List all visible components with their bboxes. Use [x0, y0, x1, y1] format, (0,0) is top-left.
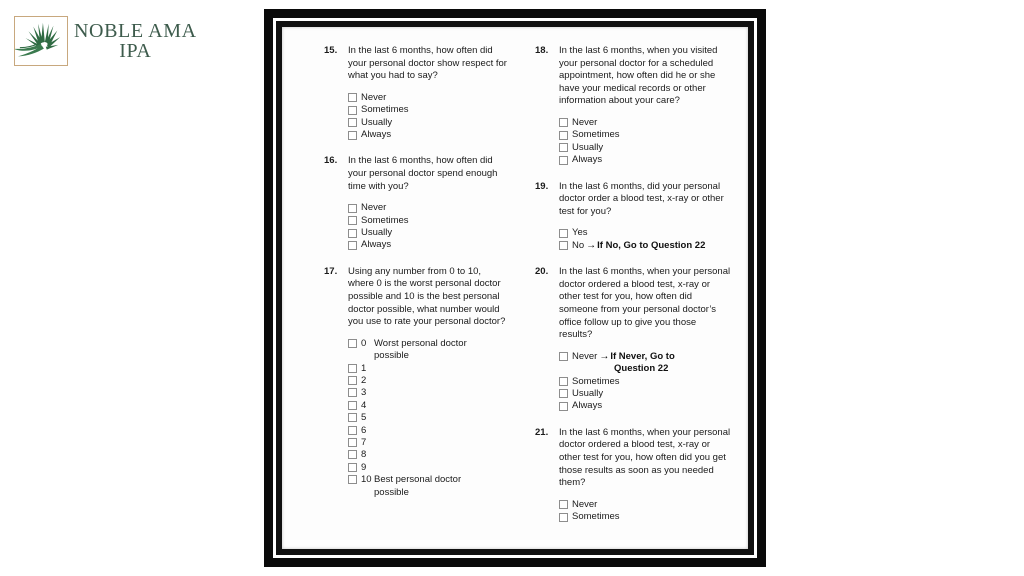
checkbox-icon[interactable]: [348, 339, 357, 348]
question-17: [324, 266, 507, 329]
option-label: Never: [572, 498, 598, 510]
scale-value: 2: [361, 375, 367, 386]
checkbox-icon[interactable]: [348, 475, 357, 484]
checkbox-icon[interactable]: [559, 402, 568, 411]
option-row[interactable]: [348, 227, 507, 239]
checkbox-icon[interactable]: [348, 401, 357, 410]
question-number: 17.: [324, 265, 338, 277]
option-row[interactable]: [559, 499, 732, 511]
skip-arrow-icon: →: [586, 239, 597, 251]
survey-column-left: [292, 45, 515, 549]
checkbox-icon[interactable]: [348, 463, 357, 472]
scale-row[interactable]: [348, 462, 507, 474]
skip-instruction: If No, Go to Question 22: [597, 239, 706, 251]
question-text: In the last 6 months, how often did your personal doctor show respect for what you had to say?: [348, 45, 507, 82]
scale-row[interactable]: [348, 425, 507, 437]
question-text: In the last 6 months, when you visited your personal doctor for a scheduled appointment, how often did he or she have your medical records or other information about your care?: [559, 45, 718, 107]
option-row[interactable]: [348, 239, 507, 251]
scale-value: 7: [361, 437, 367, 449]
survey-page: [282, 27, 748, 549]
option-label: Sometimes: [572, 129, 620, 141]
checkbox-icon[interactable]: [348, 450, 357, 459]
scale-row[interactable]: [348, 363, 507, 375]
question-text: Using any number from 0 to 10, where 0 is the worst personal doctor possible and 10 is the best personal doctor possible, what number would you use to rate your personal doctor?: [348, 265, 506, 328]
scale-value: 1: [361, 362, 367, 374]
option-row[interactable]: [348, 202, 507, 214]
question-19-options: [559, 227, 732, 252]
checkbox-icon[interactable]: [348, 364, 357, 373]
checkbox-icon[interactable]: [348, 388, 357, 397]
option-label: Usually: [361, 227, 393, 238]
option-label: Sometimes: [572, 375, 620, 387]
brand-name: [74, 21, 197, 62]
question-16-options: [348, 202, 507, 252]
frame-inner-border: [276, 21, 754, 555]
option-label: Sometimes: [572, 511, 620, 523]
option-label: Never: [361, 91, 387, 103]
question-21-options: [559, 499, 732, 524]
option-row[interactable]: [559, 129, 732, 141]
option-row[interactable]: [348, 215, 507, 227]
scale-row[interactable]: [348, 387, 507, 399]
option-row[interactable]: [348, 129, 507, 141]
survey-columns: [282, 27, 748, 549]
question-16: [324, 155, 507, 193]
scale-description: Best personal doctor: [374, 474, 462, 486]
option-label: Usually: [572, 141, 604, 153]
checkbox-icon[interactable]: [348, 229, 357, 238]
option-label: Usually: [361, 116, 393, 128]
option-row[interactable]: [559, 511, 732, 523]
checkbox-icon[interactable]: [559, 241, 568, 250]
checkbox-icon[interactable]: [348, 413, 357, 422]
checkbox-icon[interactable]: [559, 500, 568, 509]
option-label: Always: [572, 154, 603, 166]
question-20-options: [559, 351, 732, 413]
option-row[interactable]: [559, 117, 732, 129]
option-label: Always: [361, 129, 392, 140]
question-text: In the last 6 months, how often did your personal doctor spend enough time with you?: [348, 155, 498, 192]
scale-value: 8: [361, 449, 367, 461]
option-row[interactable]: [559, 388, 732, 400]
scale-description-cont: possible: [374, 350, 409, 362]
checkbox-icon[interactable]: [559, 513, 568, 522]
question-15-options: [348, 92, 507, 142]
checkbox-icon[interactable]: [559, 389, 568, 398]
checkbox-icon[interactable]: [559, 143, 568, 152]
checkbox-icon[interactable]: [559, 156, 568, 165]
skip-arrow-icon: →: [599, 350, 610, 362]
question-15: [324, 45, 507, 83]
scale-value: 9: [361, 461, 367, 473]
checkbox-icon[interactable]: [559, 229, 568, 238]
question-number: 20.: [535, 266, 549, 278]
checkbox-icon[interactable]: [348, 118, 357, 127]
checkbox-icon[interactable]: [348, 93, 357, 102]
palm-plant-icon: [14, 16, 68, 66]
checkbox-icon[interactable]: [348, 376, 357, 385]
option-row[interactable]: [559, 142, 732, 154]
scale-row[interactable]: [348, 375, 507, 387]
option-row-skip[interactable]: [559, 351, 732, 363]
option-row[interactable]: [559, 154, 732, 166]
question-number: 21.: [535, 426, 549, 438]
option-label: Sometimes: [361, 214, 409, 226]
scale-row[interactable]: [348, 400, 507, 412]
question-number: 15.: [324, 45, 338, 56]
scale-value: 3: [361, 387, 367, 399]
survey-column-right: [515, 45, 738, 549]
option-row[interactable]: [559, 227, 732, 239]
skip-instruction-cont: Question 22: [614, 363, 669, 375]
checkbox-icon[interactable]: [348, 216, 357, 225]
option-row[interactable]: [559, 400, 732, 412]
question-20: [535, 266, 732, 342]
question-18: [535, 45, 732, 108]
option-label: Always: [361, 239, 392, 251]
checkbox-icon[interactable]: [559, 377, 568, 386]
brand-logo: [14, 16, 197, 66]
checkbox-icon[interactable]: [348, 438, 357, 447]
document-frame: [264, 9, 766, 567]
option-row[interactable]: [348, 117, 507, 129]
scale-description-cont: possible: [374, 486, 409, 498]
brand-name-line2: IPA: [119, 40, 152, 62]
checkbox-icon[interactable]: [559, 131, 568, 140]
brand-name-line1: NOBLE AMA: [74, 19, 197, 42]
scale-row[interactable]: [348, 412, 507, 424]
scale-row[interactable]: [348, 437, 507, 449]
question-17-scale: [348, 338, 507, 499]
scale-value: 0: [361, 337, 367, 349]
option-row[interactable]: [559, 376, 732, 388]
checkbox-icon[interactable]: [348, 131, 357, 140]
scale-value: 10: [361, 474, 372, 486]
option-label: Yes: [572, 227, 588, 239]
option-row-skip[interactable]: [559, 240, 732, 252]
scale-value: 4: [361, 399, 367, 411]
checkbox-icon[interactable]: [559, 352, 568, 361]
option-row[interactable]: [348, 92, 507, 104]
option-row[interactable]: [348, 104, 507, 116]
question-text: In the last 6 months, did your personal doctor order a blood test, x-ray or other test for you?: [559, 180, 724, 217]
option-label: Never: [572, 350, 598, 362]
checkbox-icon[interactable]: [348, 106, 357, 115]
scale-row[interactable]: [348, 449, 507, 461]
option-label: Usually: [572, 387, 604, 399]
option-label: Always: [572, 400, 603, 412]
checkbox-icon[interactable]: [348, 426, 357, 435]
question-19: [535, 181, 732, 219]
scale-row[interactable]: [348, 474, 507, 486]
option-label: Never: [361, 202, 387, 214]
question-number: 16.: [324, 155, 338, 167]
checkbox-icon[interactable]: [559, 118, 568, 127]
question-18-options: [559, 117, 732, 167]
skip-instruction: If Never, Go to: [610, 350, 675, 362]
option-label: Never: [572, 116, 598, 128]
question-21: [535, 427, 732, 490]
question-text: In the last 6 months, when your personal doctor ordered a blood test, x-ray or other test for you, how often did someone from your personal doctor’s office follow up to give you those results?: [559, 266, 731, 341]
scale-row[interactable]: [348, 338, 507, 350]
scale-value: 5: [361, 412, 367, 424]
question-number: 19.: [535, 180, 549, 192]
scale-value: 6: [361, 424, 367, 436]
question-text: In the last 6 months, when your personal doctor ordered a blood test, x-ray or other test for you, how often did you get those results as soon as you needed them?: [559, 426, 731, 489]
scale-description: Worst personal doctor: [374, 337, 467, 349]
option-label: No: [572, 239, 585, 251]
checkbox-icon[interactable]: [348, 204, 357, 213]
checkbox-icon[interactable]: [348, 241, 357, 250]
question-number: 18.: [535, 45, 549, 56]
frame-white-mat: [273, 18, 757, 558]
option-label: Sometimes: [361, 104, 409, 116]
